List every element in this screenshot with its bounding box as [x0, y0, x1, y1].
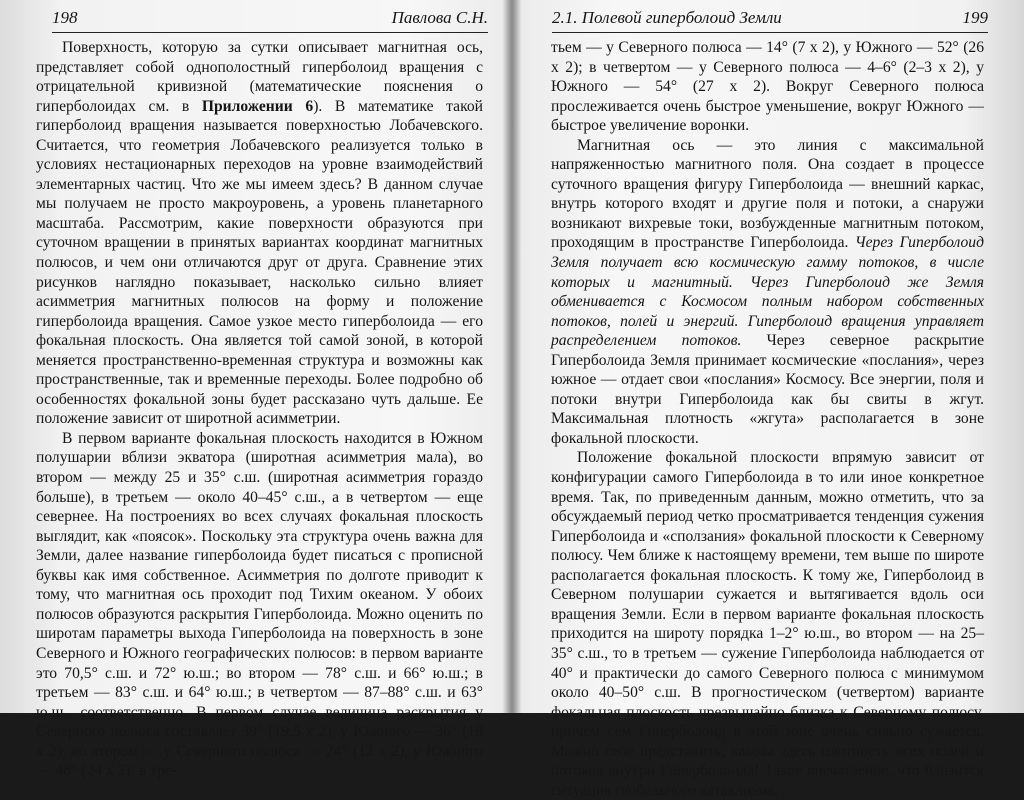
left-page-number: 198 [52, 8, 78, 27]
left-paragraph-1-text-a: Поверхность, которую за сутки описывает магнитная ось, представляет собой однополостный гиперболоид вращения с отрицательной кривизной (математические пояснения о гиперболоидах см. в [36, 39, 483, 115]
left-page-header [52, 6, 488, 30]
left-paragraph-1 [36, 38, 483, 429]
left-header-rule [52, 32, 488, 33]
left-page [0, 0, 508, 780]
right-paragraph-2-text-b: Через северное раскрытие Гиперболоида Земля принимает космические «послания», через южное — отдает свои «послания» Космосу. Все энергии, поля и потоки внутри Гиперболоида как бы свиты в жгут. Максимальная плотность «жгута» располагается в зоне фокальной плоскости. [551, 332, 984, 447]
left-page-body [36, 38, 483, 781]
right-header-rule [552, 32, 988, 33]
left-paragraph-1-text-b: ). В математике такой гиперболоид вращения называется поверхностью Лобачевского. Считается, что геометрия Лобачевского реализуется только в условиях нестационарных переходов на уровне взаимодействий элементарных частиц. Что же мы имеем здесь? В данном случае мы получаем не просто макроуровень, а уровень планетарного масштаба. Рассмотрим, какие поверхности образуются при суточном вращении в принятых вариантах координат магнитных полюсов, и чем они отличаются друг от друга. Сравнение этих рисунков наглядно показывает, насколько сильно влияет асимметрия магнитных полюсов на форму и положение гиперболоида вращения. Самое узкое место гиперболоида — его фокальная плоскость. Она является той самой зоной, в которой меняется пространственно-временная структура и возможны как пространственные, так и временные переходы. Более подробно об особенностях фокальной зоны будет рассказано чуть дальше. Ее положение зависит от широтной асимметрии. [36, 97, 483, 428]
appendix-reference: Приложении 6 [201, 97, 314, 115]
right-paragraph-2-italic: Через Гиперболоид Земля получает всю космическую гамму потоков, в числе которых и магнитный. Через Гиперболоид же Земля обменивается с Космосом полным набором собственных потоков, полей и энергий. Гиперболоид вращения управляет распределением потоков. [551, 234, 984, 350]
right-page-header [552, 6, 988, 30]
right-paragraph-2 [551, 136, 984, 449]
right-paragraph-1: тьем — у Северного полюса — 14° (7 x 2), у Южного — 52° (26 x 2); в четвертом — у Северного полюса — 4–6° (2–3 x 2), у Южного — 54° (27 x 2). Вокруг Северного полюса прослеживается очень быстрое уменьшение, вокруг Южного — быстрое увеличение воронки. [551, 39, 984, 135]
right-paragraph-3: Положение фокальной плоскости впрямую зависит от конфигурации самого Гиперболоида в то или иное конкретное время. Так, по приведенным данным, можно отметить, что за обсуждаемый период четко просматривается тенденция сужения Гиперболоида и «сползания» фокальной плоскости к Северному полюсу. Чем ближе к настоящему времени, тем выше по широте располагается фокальная плоскость. К тому же, Гиперболоид в Северном полушарии сужается и вытягивается вдоль оси вращения Земли. Если в первом варианте фокальная плоскость приходится на широту порядка 1–2° ю.ш., во втором — на 25–35° с.ш., то в третьем — сужение Гиперболоида наблюдается от 40° и практически до самого Северного полюса с минимумом около 40–50° с.ш. В прогностическом (четвертом) варианте фокальная плоскость чрезвычайно близка к Северному полюсу, причем сам Гиперболоид в этой зоне очень сильно сужается. Можно себе представить, какова здесь плотность всех полей и потоков внутри Гиперболоида! Такое впечатление, что близится ситуация глобального катаклизма. [551, 449, 984, 799]
right-page-body [551, 38, 984, 800]
left-paragraph-2: В первом варианте фокальная плоскость находится в Южном полушарии вблизи экватора (широтная асимметрия мала), во втором — между 25 и 35° с.ш. (широтная асимметрия гораздо больше), в третьем — около 40–45° с.ш., а в четвертом — еще севернее. На построениях во всех случаях фокальная плоскость выглядит, как «поясок». Поскольку эта структура очень важна для Земли, далее название гиперболоида будет писаться с прописной буквы как имя собственное. Асимметрия по долготе приводит к тому, что магнитная ось проходит под Тихим океаном. У обоих полюсов образуются раскрытия Гиперболоида. Можно оценить по широтам параметры выхода Гиперболоида на поверхность в зоне Северного и Южного географических полюсов: в первом варианте это 70,5° с.ш. и 72° ю.ш.; во втором — 78° с.ш. и 66° ю.ш.; в третьем — 83° с.ш. и 64° ю.ш.; в четвертом — 87–88° с.ш. и 63° ю.ш., соответственно. В первом случае величина раскрытия у Северного полюса составляет 39° (19,5 x 2), у Южного — 36° (18 x 2); во втором — у Северного полюса — 24° (12 x 2), у Южного — 48° (24 x 2); в тре- [36, 429, 483, 780]
left-running-head: Павлова С.Н. [391, 8, 488, 27]
right-running-head: 2.1. Полевой гиперболоид Земли [552, 8, 782, 27]
right-page-number: 199 [962, 8, 988, 27]
right-paragraph-2-text-a: Магнитная ось — это линия с максимальной напряженностью магнитного поля. Она создает в процессе суточного вращения фигуру Гиперболоида — внешний каркас, внутрь которого входят и другие поля и потоки, а снаружи возникают вихревые токи, возбужденные магнитным потоком, проходящим в пространстве Гиперболоида. [551, 136, 984, 252]
right-page [518, 0, 1024, 799]
